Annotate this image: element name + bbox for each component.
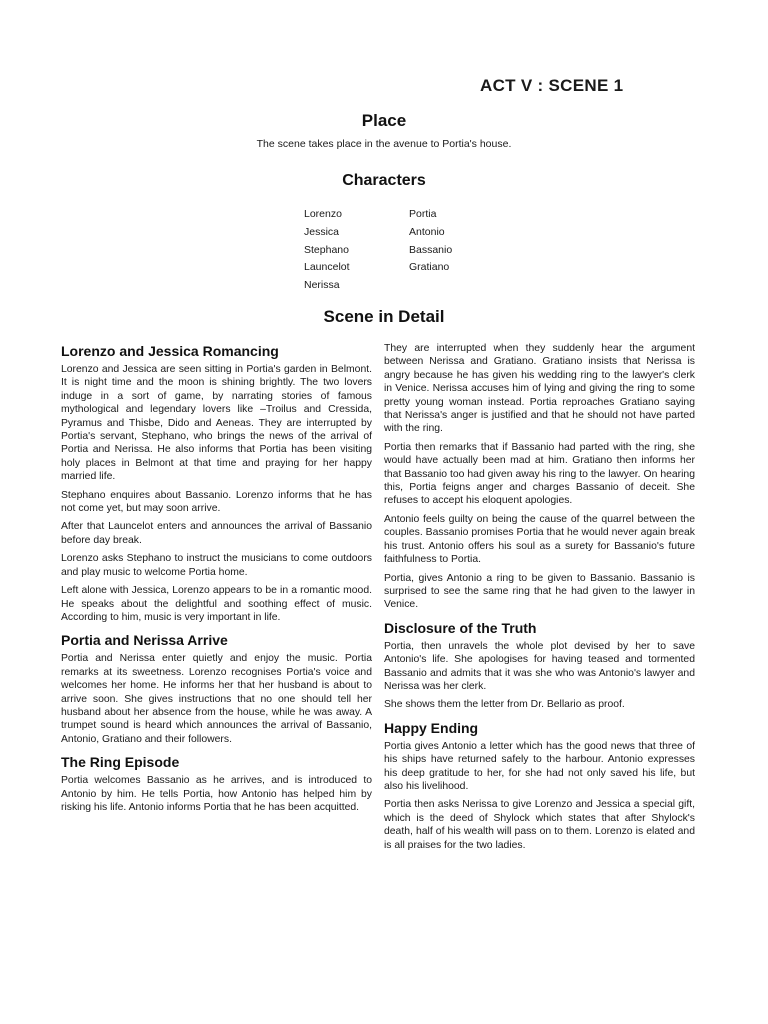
- paragraph: Left alone with Jessica, Lorenzo appears to be in a romantic mood. He speaks about the delightful and soothing effect of music. According to him, music is very important in life.: [61, 585, 372, 623]
- paragraph: Portia, then unravels the whole plot devised by her to save Antonio's life. She apologises for having teased and tormented Bassanio and admits that it was she who was Antonio's lawyer and Nerissa was her clerk.: [384, 640, 695, 692]
- paragraph: Portia and Nerissa enter quietly and enjoy the music. Portia remarks at its sweetness. Lorenzo recognises Portia's voice and welcomes her home. He informs her that her husband is about to arrive soon. She gives instructions that no one should tell her husband about her absence from the house, while he was away. A trumpet sound is heard which announces the arrival of Bassanio, Antonio, Gratiano and their followers.: [61, 653, 372, 745]
- paragraph: Portia welcomes Bassanio as he arrives, and is introduced to Antonio by him. He tells Portia, how Antonio has helped him by risking his life. Antonio informs Portia that he has been acquitted.: [61, 775, 372, 813]
- paragraph: Antonio feels guilty on being the cause of the quarrel between the couples. Bassanio promises Portia that he would never again break his trust. Antonio offers his soul as a surety for Bassanio's future faithfulness to Portia.: [384, 513, 695, 566]
- characters-list-right: [409, 206, 452, 277]
- subheading-arrive: Portia and Nerissa Arrive: [61, 632, 228, 649]
- character-name: Lorenzo: [304, 208, 342, 220]
- left-column: [61, 343, 372, 819]
- paragraph: After that Launcelot enters and announces the arrival of Bassanio before day break.: [61, 521, 372, 546]
- paragraph: Lorenzo asks Stephano to instruct the musicians to come outdoors and play music to welcome Portia home.: [61, 553, 372, 578]
- paragraph: Portia then asks Nerissa to give Lorenzo and Jessica a special gift, which is the deed of Shylock which states that after Shylock's death, half of his wealth will pass on to them. Lorenzo is elated and is all praises for the two ladies.: [384, 799, 695, 851]
- place-description: The scene takes place in the avenue to Portia's house.: [256, 138, 512, 150]
- paragraph: They are interrupted when they suddenly hear the argument between Nerissa and Gratiano. Gratiano insists that Nerissa is angry because he has given his wedding ring to the lawyer's clerk in Venice. Nerissa accuses him of lying and giving the ring to some pretty young woman instead. Portia reproaches Gratiano saying that Nerissa's anger is justified and that he should not have parted with the ring.: [384, 343, 695, 435]
- subheading-romancing: Lorenzo and Jessica Romancing: [61, 343, 279, 359]
- paragraph: Lorenzo and Jessica are seen sitting in Portia's garden in Belmont. It is night time and the moon is shining brightly. The two lovers induge in a sort of game, by narrating stories of famous mythological and legendary lovers like –Troilus and Cressida, Pyramus and Thisbe, Dido and Aeneas. They are interrupted by Portia's servant, Stephano, who brings the news of the arrival of Portia and Nerissa. He also informs that Portia has been visiting holy places in Belmont at that time and praying for her happy married life.: [61, 364, 372, 483]
- character-name: Stephano: [304, 243, 349, 256]
- paragraph: She shows them the letter from Dr. Bellario as proof.: [384, 699, 625, 711]
- character-name: Gratiano: [409, 261, 450, 274]
- paragraph: Stephano enquires about Bassanio. Lorenzo informs that he has not come yet, but may soon arrive.: [61, 489, 372, 515]
- place-heading: Place: [361, 111, 407, 130]
- character-name: Portia: [409, 208, 437, 220]
- character-name: Antonio: [409, 225, 445, 238]
- character-name: Nerissa: [304, 279, 340, 292]
- paragraph: Portia then remarks that if Bassanio had parted with the ring, she would have actually been mad at him. Gratiano then informs her that Bassanio too had given away his ring to the lawyer. On hearing this, Portia feigns anger and charges Bassanio of deceit. She refuses to accept his eloquent apologies.: [384, 441, 695, 507]
- subheading-disclosure: Disclosure of the Truth: [384, 619, 537, 636]
- character-name: Bassanio: [409, 243, 453, 256]
- paragraph: Portia, gives Antonio a ring to be given to Bassanio. Bassanio is surprised to see the same ring that he had given to the lawyer in Venice.: [384, 572, 695, 611]
- characters-list-left: [304, 206, 350, 295]
- act-scene-title: ACT V : SCENE 1: [480, 76, 624, 95]
- character-name: Jessica: [304, 225, 340, 238]
- right-column: [384, 342, 695, 857]
- character-name: Launcelot: [304, 261, 350, 274]
- subheading-ring-episode: The Ring Episode: [61, 754, 180, 771]
- characters-heading: Characters: [342, 172, 426, 189]
- subheading-happy-ending: Happy Ending: [384, 719, 479, 736]
- scene-detail-heading: Scene in Detail: [323, 307, 445, 326]
- paragraph: Portia gives Antonio a letter which has the good news that three of his ships have returned safely to the harbour. Antonio expresses his deep gratitude to her, for she had not only saved his life, but also his livelihood.: [384, 740, 695, 792]
